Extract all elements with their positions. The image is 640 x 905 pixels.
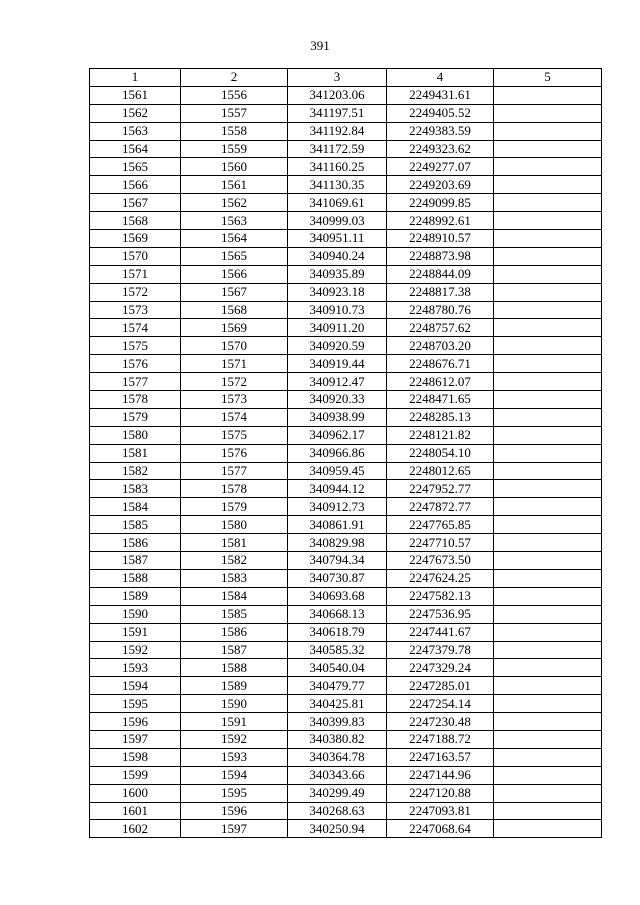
table-row [90, 194, 602, 212]
table-row [90, 641, 602, 659]
table-cell-col-5 [494, 391, 602, 409]
table-cell-col-3: 340668.13 [288, 605, 387, 623]
table-cell-col-5 [494, 802, 602, 820]
table-cell-col-4: 2247144.96 [387, 766, 494, 784]
table-cell-col-5 [494, 86, 602, 104]
table-cell-col-1: 1601 [90, 802, 181, 820]
table-cell-col-5 [494, 820, 602, 838]
table-cell-col-1: 1586 [90, 534, 181, 552]
table-row [90, 265, 602, 283]
table-cell-col-5 [494, 104, 602, 122]
table-row [90, 730, 602, 748]
table-cell-col-1: 1590 [90, 605, 181, 623]
table-cell-col-3: 340910.73 [288, 301, 387, 319]
table-cell-col-1: 1581 [90, 444, 181, 462]
table-cell-col-4: 2248780.76 [387, 301, 494, 319]
table-cell-col-1: 1563 [90, 122, 181, 140]
table-cell-col-4: 2247710.57 [387, 534, 494, 552]
table-cell-col-5 [494, 748, 602, 766]
table-cell-col-2: 1578 [181, 480, 288, 498]
table-cell-col-3: 340935.89 [288, 265, 387, 283]
table-cell-col-4: 2248471.65 [387, 391, 494, 409]
table-row [90, 659, 602, 677]
table-cell-col-1: 1575 [90, 337, 181, 355]
table-cell-col-2: 1561 [181, 176, 288, 194]
table-row [90, 802, 602, 820]
table-cell-col-3: 340268.63 [288, 802, 387, 820]
table-cell-col-4: 2247093.81 [387, 802, 494, 820]
table-cell-col-1: 1566 [90, 176, 181, 194]
table-row [90, 623, 602, 641]
table-cell-col-3: 340829.98 [288, 534, 387, 552]
table-row [90, 230, 602, 248]
table-cell-col-1: 1588 [90, 569, 181, 587]
table-cell-col-3: 341172.59 [288, 140, 387, 158]
table-cell-col-4: 2248676.71 [387, 355, 494, 373]
table-cell-col-5 [494, 444, 602, 462]
table-row [90, 158, 602, 176]
table-cell-col-2: 1582 [181, 552, 288, 570]
table-cell-col-2: 1593 [181, 748, 288, 766]
table-cell-col-5 [494, 122, 602, 140]
table-cell-col-5 [494, 408, 602, 426]
table-row [90, 104, 602, 122]
table-cell-col-2: 1576 [181, 444, 288, 462]
column-header-1: 1 [90, 69, 181, 87]
table-cell-col-2: 1568 [181, 301, 288, 319]
table-row [90, 552, 602, 570]
table-cell-col-2: 1592 [181, 730, 288, 748]
table-cell-col-3: 340920.59 [288, 337, 387, 355]
table-cell-col-4: 2249431.61 [387, 86, 494, 104]
table-cell-col-2: 1580 [181, 516, 288, 534]
table-header-row [90, 69, 602, 87]
table-cell-col-4: 2249383.59 [387, 122, 494, 140]
table-cell-col-5 [494, 462, 602, 480]
table-cell-col-2: 1570 [181, 337, 288, 355]
table-cell-col-5 [494, 158, 602, 176]
table-cell-col-4: 2247120.88 [387, 784, 494, 802]
table-cell-col-2: 1557 [181, 104, 288, 122]
table-cell-col-5 [494, 355, 602, 373]
table-cell-col-2: 1560 [181, 158, 288, 176]
table-cell-col-5 [494, 730, 602, 748]
table-cell-col-2: 1589 [181, 677, 288, 695]
table-row [90, 569, 602, 587]
table-cell-col-3: 340540.04 [288, 659, 387, 677]
table-cell-col-2: 1581 [181, 534, 288, 552]
table-cell-col-3: 340912.73 [288, 498, 387, 516]
table-cell-col-5 [494, 784, 602, 802]
table-cell-col-3: 340966.86 [288, 444, 387, 462]
table-cell-col-1: 1564 [90, 140, 181, 158]
table-cell-col-2: 1597 [181, 820, 288, 838]
table-row [90, 373, 602, 391]
table-cell-col-1: 1571 [90, 265, 181, 283]
table-cell-col-3: 340399.83 [288, 713, 387, 731]
table-cell-col-4: 2247624.25 [387, 569, 494, 587]
table-cell-col-3: 340730.87 [288, 569, 387, 587]
table-cell-col-2: 1562 [181, 194, 288, 212]
table-cell-col-2: 1575 [181, 426, 288, 444]
table-cell-col-3: 340923.18 [288, 283, 387, 301]
table-cell-col-1: 1587 [90, 552, 181, 570]
column-header-3: 3 [288, 69, 387, 87]
table-cell-col-4: 2247379.78 [387, 641, 494, 659]
table-cell-col-2: 1571 [181, 355, 288, 373]
table-cell-col-4: 2247329.24 [387, 659, 494, 677]
column-header-4: 4 [387, 69, 494, 87]
table-cell-col-4: 2247068.64 [387, 820, 494, 838]
table-body [90, 86, 602, 837]
table-cell-col-5 [494, 695, 602, 713]
table-cell-col-2: 1590 [181, 695, 288, 713]
table-cell-col-2: 1567 [181, 283, 288, 301]
table-cell-col-5 [494, 176, 602, 194]
table-cell-col-5 [494, 552, 602, 570]
table-cell-col-4: 2247952.77 [387, 480, 494, 498]
table-cell-col-2: 1565 [181, 247, 288, 265]
table-cell-col-3: 340959.45 [288, 462, 387, 480]
table-cell-col-1: 1580 [90, 426, 181, 444]
table-cell-col-1: 1579 [90, 408, 181, 426]
table-cell-col-4: 2247163.57 [387, 748, 494, 766]
table-cell-col-2: 1566 [181, 265, 288, 283]
table-cell-col-5 [494, 301, 602, 319]
table-cell-col-4: 2248757.62 [387, 319, 494, 337]
table-cell-col-2: 1588 [181, 659, 288, 677]
table-row [90, 86, 602, 104]
table-row [90, 462, 602, 480]
table-cell-col-4: 2247285.01 [387, 677, 494, 695]
table-cell-col-3: 340999.03 [288, 212, 387, 230]
table-cell-col-1: 1598 [90, 748, 181, 766]
table-row [90, 784, 602, 802]
table-cell-col-4: 2248054.10 [387, 444, 494, 462]
table-row [90, 319, 602, 337]
table-cell-col-1: 1593 [90, 659, 181, 677]
table-cell-col-1: 1589 [90, 587, 181, 605]
table-cell-col-5 [494, 194, 602, 212]
table-cell-col-5 [494, 265, 602, 283]
table-row [90, 498, 602, 516]
table-cell-col-3: 341069.61 [288, 194, 387, 212]
table-cell-col-1: 1595 [90, 695, 181, 713]
table-cell-col-3: 340693.68 [288, 587, 387, 605]
table-cell-col-1: 1567 [90, 194, 181, 212]
table-row [90, 247, 602, 265]
table-row [90, 766, 602, 784]
table-cell-col-3: 340944.12 [288, 480, 387, 498]
table-row [90, 820, 602, 838]
table-row [90, 426, 602, 444]
table-row [90, 605, 602, 623]
table-cell-col-4: 2248121.82 [387, 426, 494, 444]
table-row [90, 444, 602, 462]
table-cell-col-2: 1564 [181, 230, 288, 248]
table-cell-col-4: 2249277.07 [387, 158, 494, 176]
column-header-5: 5 [494, 69, 602, 87]
table-cell-col-3: 340912.47 [288, 373, 387, 391]
table-cell-col-1: 1577 [90, 373, 181, 391]
table-row [90, 355, 602, 373]
table-cell-col-1: 1582 [90, 462, 181, 480]
table-cell-col-4: 2249405.52 [387, 104, 494, 122]
table-cell-col-4: 2247673.50 [387, 552, 494, 570]
table-cell-col-5 [494, 569, 602, 587]
table-cell-col-2: 1596 [181, 802, 288, 820]
table-cell-col-2: 1572 [181, 373, 288, 391]
table-cell-col-2: 1583 [181, 569, 288, 587]
table-cell-col-3: 340425.81 [288, 695, 387, 713]
table-cell-col-1: 1602 [90, 820, 181, 838]
table-cell-col-2: 1556 [181, 86, 288, 104]
table-cell-col-4: 2248817.38 [387, 283, 494, 301]
table-cell-col-1: 1584 [90, 498, 181, 516]
table-cell-col-2: 1585 [181, 605, 288, 623]
table-cell-col-4: 2247765.85 [387, 516, 494, 534]
table-cell-col-5 [494, 337, 602, 355]
table-cell-col-2: 1577 [181, 462, 288, 480]
table-cell-col-2: 1558 [181, 122, 288, 140]
table-row [90, 677, 602, 695]
table-cell-col-5 [494, 605, 602, 623]
table-cell-col-5 [494, 426, 602, 444]
table-cell-col-4: 2249323.62 [387, 140, 494, 158]
table-cell-col-2: 1563 [181, 212, 288, 230]
table-cell-col-1: 1578 [90, 391, 181, 409]
table-cell-col-4: 2248703.20 [387, 337, 494, 355]
table-cell-col-1: 1562 [90, 104, 181, 122]
table-cell-col-5 [494, 516, 602, 534]
table-cell-col-3: 340794.34 [288, 552, 387, 570]
table-cell-col-5 [494, 498, 602, 516]
table-cell-col-3: 340911.20 [288, 319, 387, 337]
table-row [90, 140, 602, 158]
table-cell-col-3: 340920.33 [288, 391, 387, 409]
table-cell-col-5 [494, 140, 602, 158]
table-cell-col-4: 2249203.69 [387, 176, 494, 194]
table-cell-col-5 [494, 212, 602, 230]
table-cell-col-2: 1574 [181, 408, 288, 426]
table-cell-col-5 [494, 230, 602, 248]
table-cell-col-1: 1583 [90, 480, 181, 498]
table-cell-col-4: 2248285.13 [387, 408, 494, 426]
table-cell-col-3: 340938.99 [288, 408, 387, 426]
table-cell-col-3: 341160.25 [288, 158, 387, 176]
table-cell-col-5 [494, 587, 602, 605]
table-cell-col-2: 1594 [181, 766, 288, 784]
table-cell-col-3: 340585.32 [288, 641, 387, 659]
table-cell-col-5 [494, 373, 602, 391]
table-cell-col-5 [494, 677, 602, 695]
table-row [90, 587, 602, 605]
table-cell-col-3: 340380.82 [288, 730, 387, 748]
table-cell-col-1: 1600 [90, 784, 181, 802]
table-cell-col-1: 1585 [90, 516, 181, 534]
table-cell-col-3: 340479.77 [288, 677, 387, 695]
table-cell-col-1: 1569 [90, 230, 181, 248]
table-cell-col-1: 1568 [90, 212, 181, 230]
table-cell-col-5 [494, 319, 602, 337]
table-cell-col-2: 1569 [181, 319, 288, 337]
table-cell-col-2: 1591 [181, 713, 288, 731]
table-cell-col-5 [494, 766, 602, 784]
table-row [90, 695, 602, 713]
table-cell-col-1: 1561 [90, 86, 181, 104]
table-cell-col-3: 340343.66 [288, 766, 387, 784]
table-cell-col-4: 2248910.57 [387, 230, 494, 248]
table-cell-col-3: 340618.79 [288, 623, 387, 641]
table-cell-col-1: 1592 [90, 641, 181, 659]
table-cell-col-2: 1586 [181, 623, 288, 641]
table-cell-col-1: 1572 [90, 283, 181, 301]
table-cell-col-4: 2247441.67 [387, 623, 494, 641]
table-cell-col-4: 2249099.85 [387, 194, 494, 212]
table-cell-col-5 [494, 534, 602, 552]
table-row [90, 480, 602, 498]
table-cell-col-1: 1596 [90, 713, 181, 731]
table-row [90, 408, 602, 426]
table-cell-col-2: 1595 [181, 784, 288, 802]
table-row [90, 212, 602, 230]
table-cell-col-4: 2247536.95 [387, 605, 494, 623]
table-cell-col-1: 1599 [90, 766, 181, 784]
table-cell-col-3: 341203.06 [288, 86, 387, 104]
table-cell-col-1: 1597 [90, 730, 181, 748]
table-cell-col-5 [494, 713, 602, 731]
table-row [90, 391, 602, 409]
table-cell-col-3: 341192.84 [288, 122, 387, 140]
table-row [90, 516, 602, 534]
table-cell-col-5 [494, 480, 602, 498]
table-row [90, 713, 602, 731]
table-cell-col-1: 1565 [90, 158, 181, 176]
table-cell-col-3: 340962.17 [288, 426, 387, 444]
table-row [90, 283, 602, 301]
table-cell-col-3: 340250.94 [288, 820, 387, 838]
table-cell-col-4: 2247254.14 [387, 695, 494, 713]
table-cell-col-4: 2247230.48 [387, 713, 494, 731]
table-cell-col-2: 1579 [181, 498, 288, 516]
table-cell-col-4: 2248992.61 [387, 212, 494, 230]
table-cell-col-4: 2247872.77 [387, 498, 494, 516]
table-cell-col-4: 2247582.13 [387, 587, 494, 605]
table-cell-col-2: 1573 [181, 391, 288, 409]
table-cell-col-1: 1576 [90, 355, 181, 373]
table-cell-col-2: 1587 [181, 641, 288, 659]
table-cell-col-2: 1584 [181, 587, 288, 605]
table-cell-col-5 [494, 283, 602, 301]
table-cell-col-3: 340951.11 [288, 230, 387, 248]
table-cell-col-3: 341197.51 [288, 104, 387, 122]
table-cell-col-3: 340299.49 [288, 784, 387, 802]
table-cell-col-3: 340861.91 [288, 516, 387, 534]
table-cell-col-3: 340364.78 [288, 748, 387, 766]
table-cell-col-5 [494, 247, 602, 265]
table-cell-col-1: 1570 [90, 247, 181, 265]
table-cell-col-3: 341130.35 [288, 176, 387, 194]
table-cell-col-1: 1594 [90, 677, 181, 695]
table-cell-col-5 [494, 659, 602, 677]
table-cell-col-5 [494, 641, 602, 659]
table-cell-col-1: 1591 [90, 623, 181, 641]
table-row [90, 301, 602, 319]
table-cell-col-3: 340940.24 [288, 247, 387, 265]
table-row [90, 122, 602, 140]
table-row [90, 748, 602, 766]
table-row [90, 337, 602, 355]
table-cell-col-4: 2247188.72 [387, 730, 494, 748]
table-cell-col-4: 2248873.98 [387, 247, 494, 265]
table-cell-col-2: 1559 [181, 140, 288, 158]
table-cell-col-1: 1573 [90, 301, 181, 319]
table-cell-col-1: 1574 [90, 319, 181, 337]
coordinates-table [89, 68, 602, 838]
table-cell-col-4: 2248844.09 [387, 265, 494, 283]
column-header-2: 2 [181, 69, 288, 87]
table-row [90, 176, 602, 194]
table-cell-col-3: 340919.44 [288, 355, 387, 373]
table-cell-col-5 [494, 623, 602, 641]
table-cell-col-4: 2248612.07 [387, 373, 494, 391]
page-number: 391 [310, 38, 330, 53]
table-row [90, 534, 602, 552]
table-cell-col-4: 2248012.65 [387, 462, 494, 480]
